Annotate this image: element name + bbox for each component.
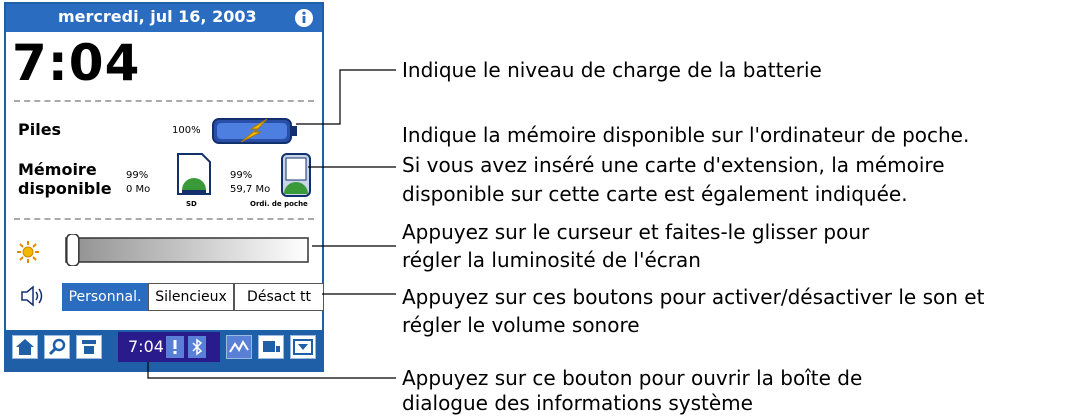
sound-off-button[interactable]: Désact tt — [234, 283, 324, 311]
sound-silent-button[interactable]: Silencieux — [148, 283, 234, 311]
callout-memory-line1: Indique la mémoire disponible sur l'ordinateur de poche. — [402, 123, 970, 147]
callout-info-line2: dialogue des informations système — [402, 391, 753, 415]
status-clock-button[interactable]: 7:04 — [118, 332, 220, 362]
sound-personnal-button[interactable]: Personnal. — [62, 283, 148, 311]
sd-percent: 99% — [126, 170, 149, 181]
date-title: mercredi, jul 16, 2003 — [58, 7, 257, 26]
callout-brightness-line1: Appuyez sur le curseur et faites-le glisser pour — [402, 220, 870, 244]
callout-sound-line2: régler le volume sonore — [402, 313, 640, 337]
large-clock: 7:04 — [12, 34, 141, 92]
battery-leader-line — [296, 70, 396, 124]
memory-label-line2: disponible — [18, 179, 112, 198]
handheld-label: Ordi. de poche — [250, 200, 308, 208]
callout-battery: Indique le niveau de charge de la batterie — [402, 58, 822, 82]
callout-info-line1: Appuyez sur ce bouton pour ouvrir la boîte de — [402, 366, 863, 390]
memory-label-line1: Mémoire — [18, 160, 97, 179]
info-leader-line — [148, 362, 396, 378]
callout-memory-line2: Si vous avez inséré une carte d'extension, la mémoire — [402, 153, 945, 177]
callout-sound-line1: Appuyez sur ces boutons pour activer/désactiver le son et — [402, 285, 985, 309]
sd-amount: 0 Mo — [126, 184, 151, 195]
sd-label: SD — [186, 200, 197, 208]
handheld-amount: 59,7 Mo — [230, 184, 271, 195]
battery-label: Piles — [18, 120, 62, 139]
handheld-percent: 99% — [230, 170, 253, 181]
callout-brightness-line2: régler la luminosité de l'écran — [402, 248, 701, 272]
battery-percent: 100% — [172, 125, 201, 136]
callout-memory-line3: disponible sur cette carte est également indiquée. — [402, 182, 908, 206]
